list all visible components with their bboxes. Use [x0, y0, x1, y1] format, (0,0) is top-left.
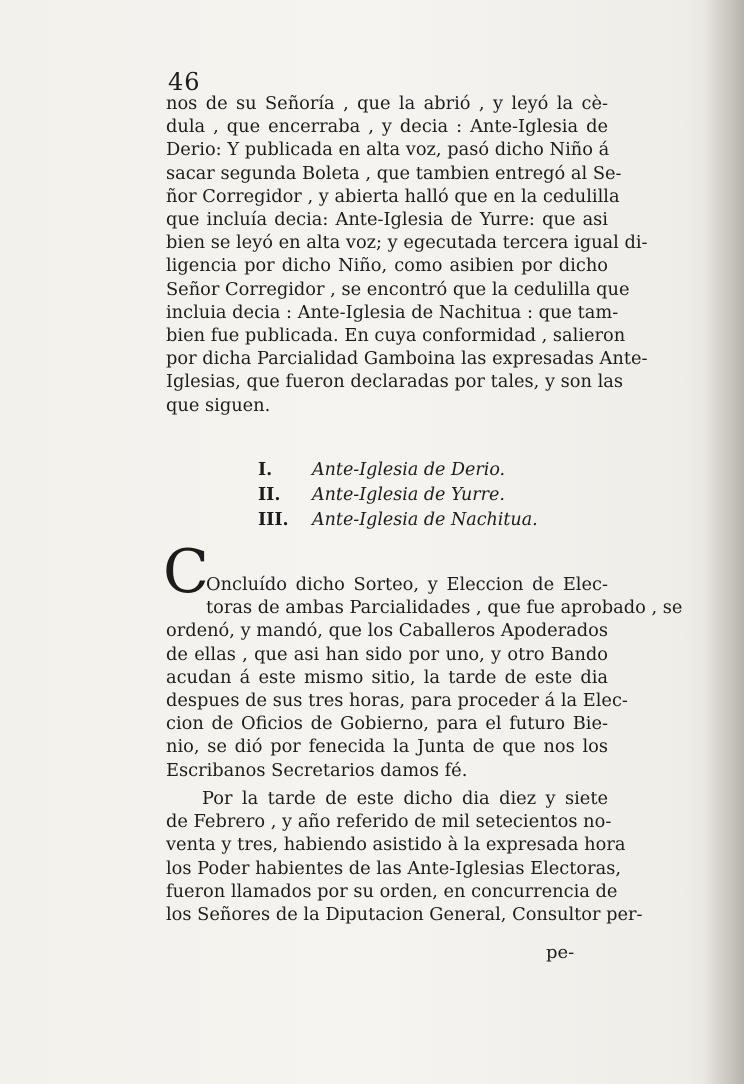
text-line: bien se leyó en alta voz; y egecutada tercera igual di- [166, 232, 648, 254]
text-line: fueron llamados por su orden, en concurrencia de [166, 880, 618, 902]
list-item-name: Ante-Iglesia de Derio. [312, 460, 506, 480]
text-line: Derio: Y publicada en alta voz, pasó dicho Niño á [166, 139, 610, 161]
list-item [258, 458, 558, 483]
text-line: cion de Oficios de Gobierno, para el futuro Bie- [166, 713, 608, 735]
text-line: bien fue publicada. En cuya conformidad , salieron [166, 325, 626, 347]
list-item [258, 483, 558, 508]
paragraph-3 [166, 787, 643, 926]
list-item-name: Ante-Iglesia de Nachitua. [312, 510, 538, 530]
text-line: los Poder habientes de las Ante-Iglesias Electoras, [166, 857, 621, 879]
text-line: Iglesias, que fueron declaradas por tales, y son las [166, 371, 624, 393]
list-item-number: I. [258, 460, 273, 480]
text-line: de Febrero , y año referido de mil setecientos no- [166, 811, 612, 833]
text-line: por dicha Parcialidad Gamboina las expresadas Ante- [166, 348, 648, 370]
paragraph-2 [166, 573, 683, 782]
text-line: ligencia por dicho Niño, como asibien por dicho [166, 255, 608, 277]
list-item-name: Ante-Iglesia de Yurre. [312, 485, 505, 505]
text-line: Por la tarde de este dicho dia diez y siete [202, 788, 608, 809]
text-line: Oncluído dicho Sorteo, y Eleccion de Elec- [206, 574, 608, 595]
ante-iglesia-list [258, 458, 558, 533]
text-line: sacar segunda Boleta , que tambien entregó al Se- [166, 162, 622, 184]
text-line: ñor Corregidor , y abierta halló que en la cedulilla [166, 185, 620, 207]
text-line: los Señores de la Diputacion General, Consultor per- [166, 904, 643, 926]
text-line: nos de su Señoría , que la abrió , y leyó la cè- [166, 93, 608, 114]
catchword: pe- [546, 942, 575, 963]
binding-shadow [704, 0, 744, 1084]
text-line: despues de sus tres horas, para proceder á la Elec- [166, 690, 628, 712]
text-line: de ellas , que asi han sido por uno, y otro Bando [166, 643, 608, 665]
list-item [258, 508, 558, 533]
list-item-number: II. [258, 485, 281, 505]
text-line: Escribanos Secretarios damos fé. [166, 759, 468, 781]
text-line: nio, se dió por fenecida la Junta de que nos los [166, 736, 608, 758]
text-line: incluia decia : Ante-Iglesia de Nachitua : que tam- [166, 301, 619, 323]
text-line: que siguen. [166, 394, 271, 416]
text-line: toras de ambas Parcialidades , que fue aprobado , se [206, 597, 683, 619]
text-line: ordenó, y mandó, que los Caballeros Apoderados [166, 620, 608, 642]
text-line: venta y tres, habiendo asistido à la expresada hora [166, 834, 626, 856]
text-line: que incluía decia: Ante-Iglesia de Yurre: que asi [166, 209, 608, 231]
paragraph-1 [166, 92, 648, 417]
text-line: acudan á este mismo sitio, la tarde de este dia [166, 666, 608, 688]
text-line: dula , que encerraba , y decia : Ante-Iglesia de [166, 116, 608, 138]
page-number: 46 [168, 68, 201, 96]
drop-cap: C [163, 537, 209, 607]
list-item-number: III. [258, 510, 289, 530]
text-line: Señor Corregidor , se encontró que la cedulilla que [166, 278, 630, 300]
